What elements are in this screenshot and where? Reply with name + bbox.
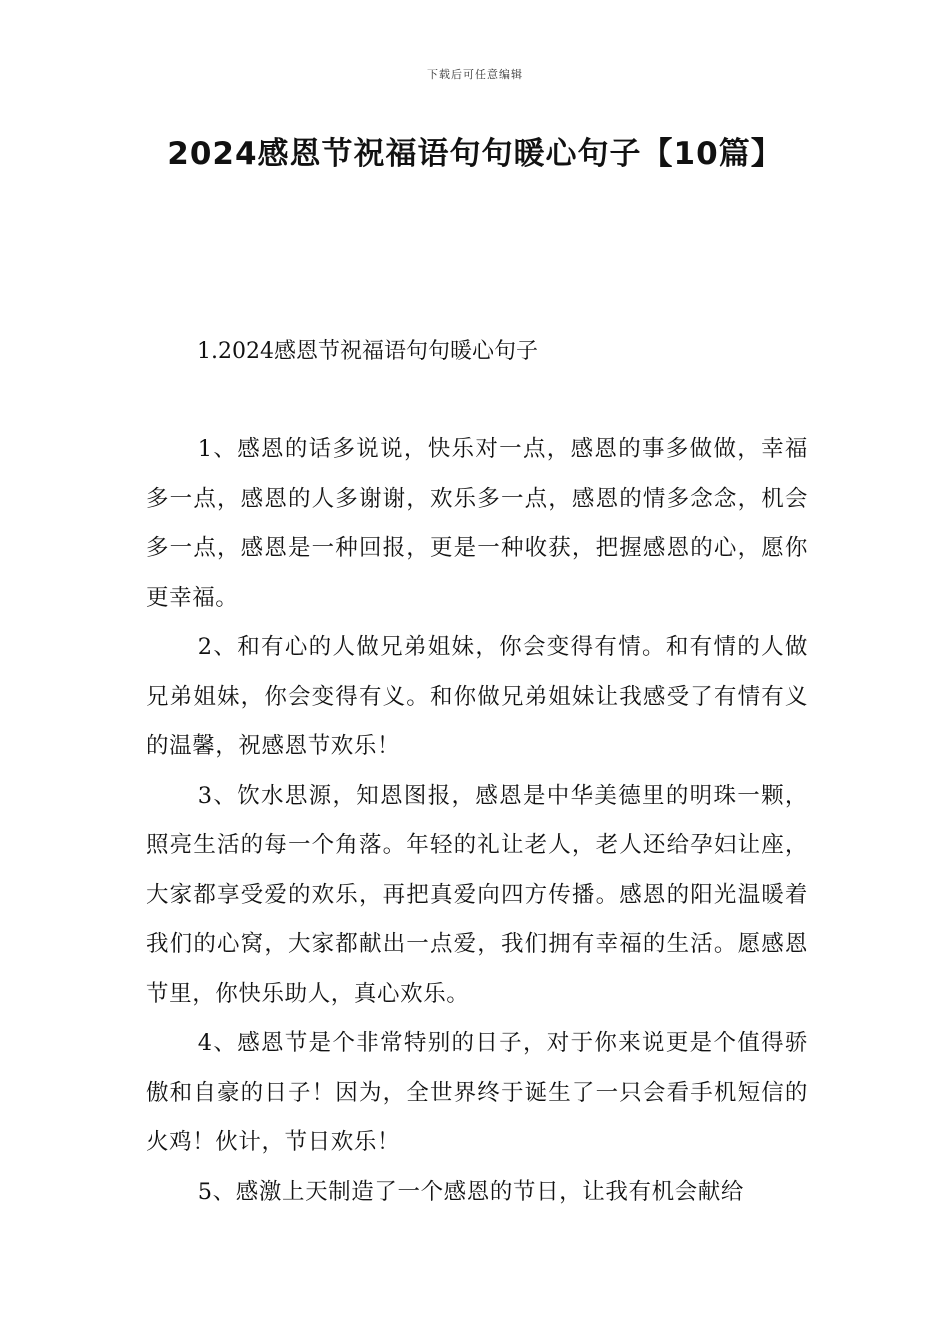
paragraph: 5、感激上天制造了一个感恩的节日，让我有机会献给	[197, 1178, 744, 1205]
header-note: 下载后可任意编辑	[427, 68, 523, 81]
paragraph: 2、和有心的人做兄弟姐妹，你会变得有情。和有情的人做兄弟姐妹，你会变得有义。和你做兄弟姐妹让我感受了有情有义的温馨，祝感恩节欢乐！	[146, 634, 808, 759]
section-heading: 1.2024感恩节祝福语句句暖心句子	[197, 339, 538, 364]
body-text	[146, 425, 808, 1217]
paragraph: 4、感恩节是个非常特别的日子，对于你来说更是个值得骄傲和自豪的日子！因为，全世界终于诞生了一只会看手机短信的火鸡！伙计，节日欢乐！	[146, 1030, 808, 1155]
paragraph: 1、感恩的话多说说，快乐对一点，感恩的事多做做，幸福多一点，感恩的人多谢谢，欢乐多一点，感恩的情多念念，机会多一点，感恩是一种回报，更是一种收获，把握感恩的心，愿你更幸福。	[146, 436, 808, 611]
document-title: 2024感恩节祝福语句句暖心句子【10篇】	[167, 136, 783, 172]
paragraph: 3、饮水思源，知恩图报，感恩是中华美德里的明珠一颗，照亮生活的每一个角落。年轻的礼让老人，老人还给孕妇让座，大家都享受爱的欢乐，再把真爱向四方传播。感恩的阳光温暖着我们的心窝，大家都献出一点爱，我们拥有幸福的生活。愿感恩节里，你快乐助人，真心欢乐。	[146, 782, 808, 1007]
